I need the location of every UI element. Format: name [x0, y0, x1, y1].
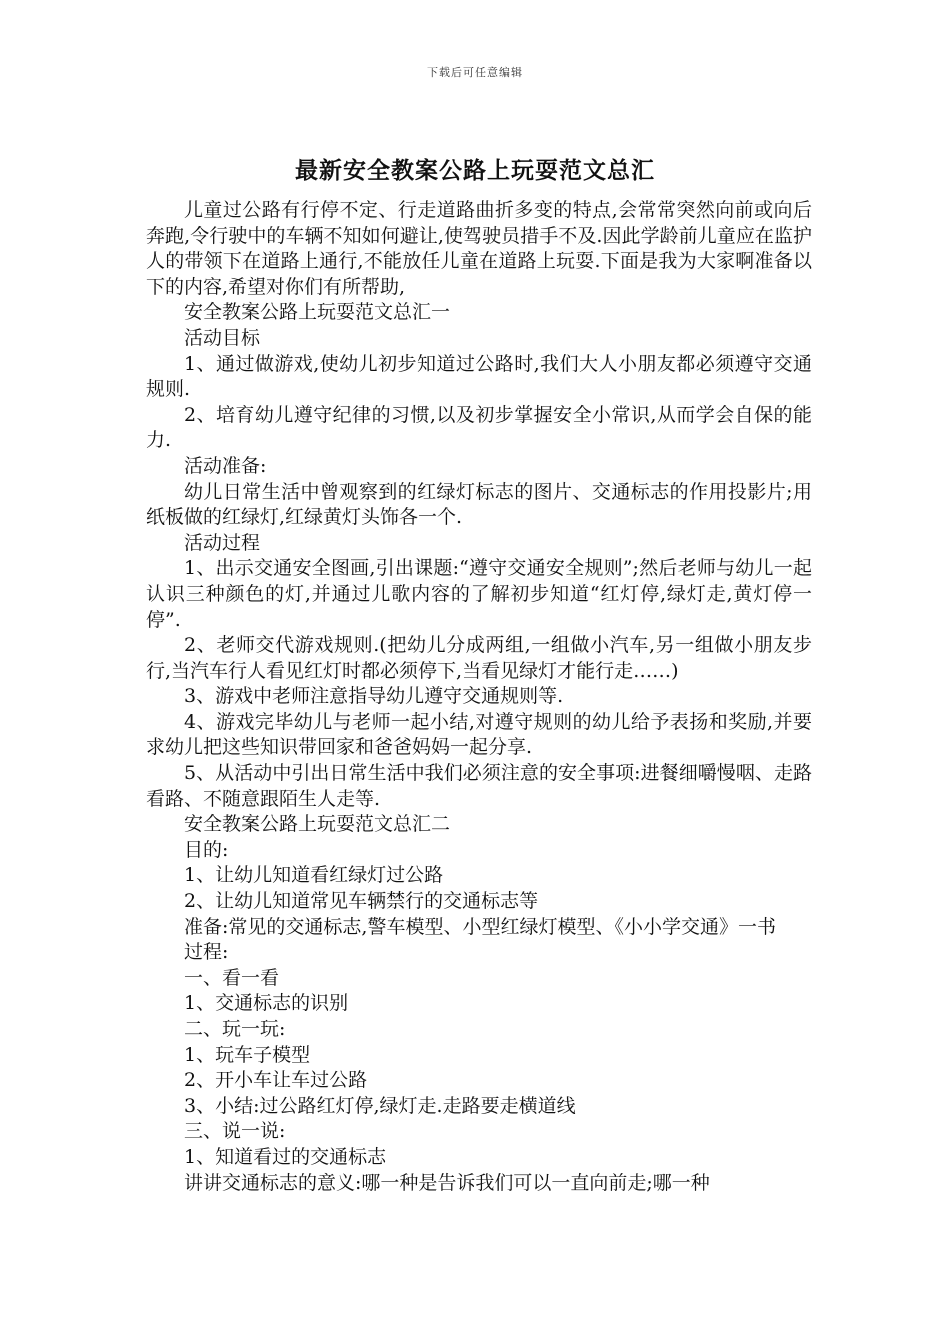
process-step: 4、游戏完毕幼儿与老师一起小结,对遵守规则的幼儿给予表扬和奖励,并要求幼儿把这些知识带回家和爸爸妈妈一起分享. — [146, 710, 812, 759]
process-step: 2、老师交代游戏规则.(把幼儿分成两组,一组做小汽车,另一组做小朋友步行,当汽车行人看见红灯时都必须停下,当看见绿灯才能行走……) — [146, 634, 812, 682]
process-item: 1、知道看过的交通标志 — [184, 1145, 387, 1168]
subheading-goals: 活动目标 — [184, 326, 261, 349]
intro-paragraph: 儿童过公路有行停不定、行走道路曲折多变的特点,会常常突然向前或向后奔跑,令行驶中的车辆不知如何避让,使驾驶员措手不及.因此学龄前儿童应在监护人的带领下在道路上通行,不能放任儿童在道路上玩耍.下面是我为大家啊准备以下的内容,希望对你们有所帮助, — [146, 199, 812, 298]
process-subheading: 一、看一看 — [184, 966, 280, 989]
preparation-text: 准备:常见的交通标志,警车模型、小型红绿灯模型、《小小学交通》一书 — [184, 915, 776, 938]
goal-item: 2、培育幼儿遵守纪律的习惯,以及初步掌握安全小常识,从而学会自保的能力. — [146, 403, 812, 452]
process-item: 2、开小车让车过公路 — [184, 1069, 368, 1092]
document-body — [146, 198, 812, 1196]
purpose-item: 1、让幼儿知道看红绿灯过公路 — [184, 864, 444, 887]
process-step: 3、游戏中老师注意指导幼儿遵守交通规则等. — [184, 685, 564, 708]
goal-item: 1、通过做游戏,使幼儿初步知道过公路时,我们大人小朋友都必须遵守交通规则. — [146, 352, 812, 401]
preparation-text: 幼儿日常生活中曾观察到的红绿灯标志的图片、交通标志的作用投影片;用纸板做的红绿灯,红绿黄灯头饰各一个. — [146, 480, 812, 529]
document-title: 最新安全教案公路上玩耍范文总汇 — [295, 157, 655, 184]
page-header-note: 下载后可任意编辑 — [427, 66, 523, 79]
process-subheading: 三、说一说: — [184, 1120, 286, 1143]
purpose-item: 2、让幼儿知道常见车辆禁行的交通标志等 — [184, 890, 539, 913]
process-item: 3、小结:过公路红灯停,绿灯走.走路要走横道线 — [184, 1094, 576, 1117]
process-item: 1、玩车子模型 — [184, 1043, 311, 1066]
section-heading-one: 安全教案公路上玩耍范文总汇一 — [184, 301, 451, 324]
process-step: 1、出示交通安全图画,引出课题:“遵守交通安全规则”;然后老师与幼儿一起认识三种颜色的灯,并通过儿歌内容的了解初步知道“红灯停,绿灯走,黄灯停一停”. — [146, 557, 812, 631]
process-item: 1、交通标志的识别 — [184, 992, 349, 1015]
process-subheading: 二、玩一玩: — [184, 1018, 286, 1040]
subheading-purpose: 目的: — [184, 838, 229, 861]
process-text: 讲讲交通标志的意义:哪一种是告诉我们可以一直向前走;哪一种 — [184, 1171, 710, 1194]
section-heading-two: 安全教案公路上玩耍范文总汇二 — [184, 813, 451, 836]
subheading-process: 过程: — [184, 941, 229, 964]
subheading-process: 活动过程 — [184, 531, 261, 554]
subheading-preparation: 活动准备: — [184, 454, 267, 477]
process-step: 5、从活动中引出日常生活中我们必须注意的安全事项:进餐细嚼慢咽、走路看路、不随意跟陌生人走等. — [146, 762, 812, 810]
